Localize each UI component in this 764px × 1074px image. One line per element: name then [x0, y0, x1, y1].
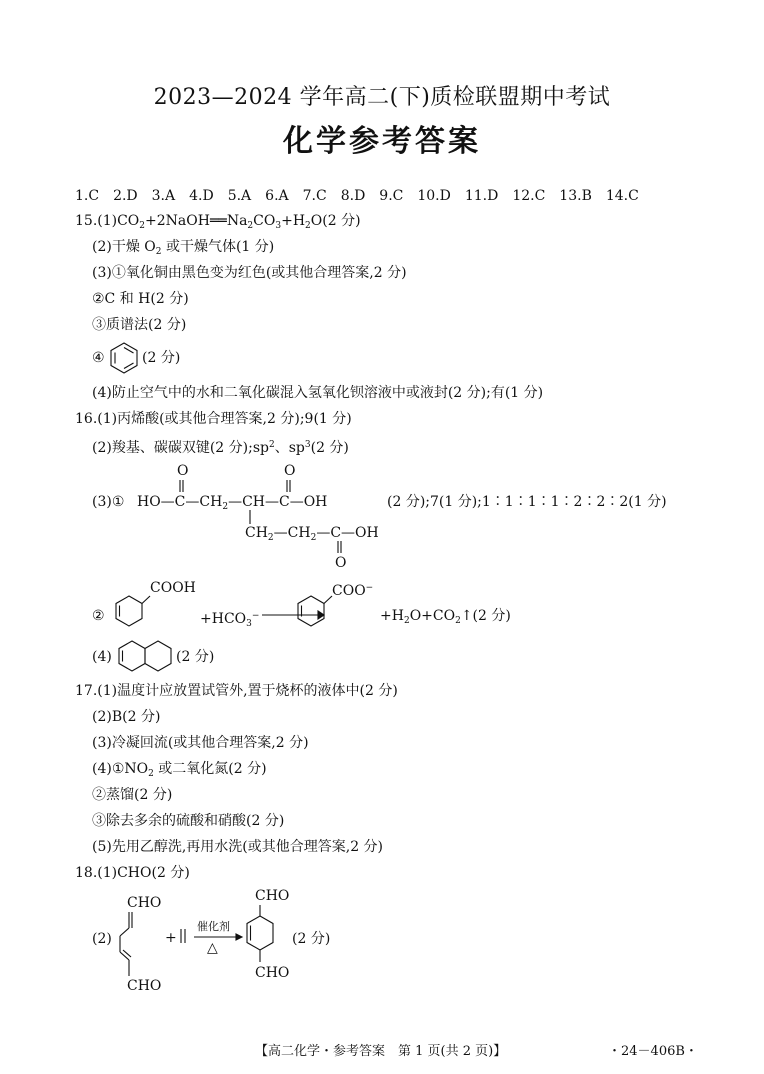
q16-part4-score: (2 分) [176, 649, 215, 665]
q17-p4-c: 或二氧化氮(2 分) [153, 761, 267, 777]
q18-part1: 18.(1)CHO(2 分) [75, 865, 190, 881]
q15-p1-b4: 3 [275, 221, 282, 231]
prod-c: O+CO [409, 608, 456, 624]
q17-part4-3: ③除去多余的硫酸和硝酸(2 分) [92, 813, 285, 829]
q15-p1-d: O(2 分) [310, 213, 361, 229]
prod-d: 2 [455, 616, 461, 626]
q16-p2-c: 、sp [274, 440, 305, 456]
q15-part1 [75, 212, 361, 235]
coo-text: COO [332, 583, 366, 599]
reactant-hco3 [200, 608, 259, 632]
struct-o2: O [284, 463, 296, 479]
footer-left: 【高二化学・参考答案 第 1 页(共 2 页)】 [255, 1044, 507, 1059]
cyclohexene-acid-icon [104, 592, 154, 632]
diene-cho-bottom: CHO [127, 978, 162, 994]
struct-branch-d: 2 [310, 533, 317, 543]
q17-part3: (3)冷凝回流(或其他合理答案,2 分) [92, 735, 309, 751]
q17-part2: (2)B(2 分) [92, 709, 161, 725]
struct-main-chain [137, 494, 327, 515]
branch-bond-icon [245, 510, 255, 526]
q15-p1-mid: +2NaOH [145, 213, 210, 229]
reactant-cooh: COOH [150, 580, 196, 596]
q17-p4-a: (4)①NO [92, 761, 149, 777]
hco-sup: − [251, 611, 260, 621]
plus-sign: + [165, 930, 177, 946]
q15-p2-a: (2)干燥 O [92, 239, 156, 255]
struct-o3: O [335, 555, 347, 571]
product-cho-bottom: CHO [255, 965, 290, 981]
q16-p2-b: 2 [268, 440, 275, 450]
struct-main-sub: 2 [222, 502, 229, 512]
q18-part2-score: (2 分) [292, 931, 331, 947]
product-coo [332, 580, 373, 599]
q16-part3-score: (2 分);7(1 分);1∶1∶1∶1∶2∶2∶2(1 分) [387, 494, 667, 510]
q17-part5: (5)先用乙醇洗,再用水洗(或其他合理答案,2 分) [92, 839, 384, 855]
q17-part4 [92, 760, 267, 783]
diene-cho-top: CHO [127, 895, 162, 911]
struct-branch [245, 525, 379, 546]
catalyst-label: 催化剂 [197, 920, 230, 933]
footer-right: ・24－406B・ [608, 1044, 698, 1059]
q15-part3-2: ②C 和 H(2 分) [92, 291, 189, 307]
q16-p2-e: (2 分) [310, 440, 349, 456]
q16-part2 [92, 436, 349, 457]
q15-p1-sub1: 2 [139, 221, 146, 231]
q15-p1-b2: 2 [247, 221, 254, 231]
ethylene-double-bond-icon [178, 928, 188, 944]
mc-answers: 1.C 2.D 3.A 4.D 5.A 6.A 7.C 8.D 9.C 10.D 11.D 12.C 13.B 14.C [75, 188, 639, 204]
q17-part4-2: ②蒸馏(2 分) [92, 787, 173, 803]
q15-part3-1: (3)①氧化铜由黑色变为红色(或其他合理答案,2 分) [92, 265, 407, 281]
q17-p4-b: 2 [148, 769, 154, 779]
struct-branch-a: CH [245, 525, 268, 541]
heat-symbol: △ [207, 940, 218, 956]
q16-part3-2-label: ② [92, 608, 105, 624]
coo-sup: − [365, 583, 374, 593]
q16-part4-label: (4) [92, 649, 112, 665]
struct-branch-c: —CH [273, 525, 311, 541]
hco-sub: 3 [246, 619, 252, 629]
q15-p2-c: 或干燥气体(1 分) [161, 239, 275, 255]
bicyclic-structure-icon [116, 638, 178, 676]
struct-branch-b: 2 [267, 533, 274, 543]
branch-carbonyl-icon [333, 541, 345, 555]
q15-p2-b: 2 [155, 247, 162, 257]
cyclohexadiene-dialdehyde-icon [242, 904, 286, 968]
dialdehyde-diene-icon [112, 910, 142, 978]
page-subtitle: 化学参考答案 [283, 124, 481, 159]
cyclohexene-carboxylate-icon [286, 592, 336, 632]
q16-part1: 16.(1)丙烯酸(或其他合理答案,2 分);9(1 分) [75, 411, 352, 427]
q18-part2-label: (2) [92, 931, 112, 947]
products-water-co2 [380, 608, 511, 629]
q16-part3-label: (3)① [92, 494, 125, 510]
q15-p1-eq: ══ [209, 213, 227, 229]
product-cho-top: CHO [255, 888, 290, 904]
prod-b: 2 [403, 616, 410, 626]
prod-a: +H [380, 608, 404, 624]
q15-p1-c2: 2 [305, 221, 311, 231]
struct-o1: O [177, 463, 189, 479]
q15-part3-3: ③质谱法(2 分) [92, 317, 187, 333]
q15-p1-b: Na [226, 213, 248, 229]
prod-e: ↑(2 分) [460, 608, 511, 624]
q15-part4: (4)防止空气中的水和二氧化碳混入氢氧化钡溶液中或液封(2 分);有(1 分) [92, 385, 544, 401]
q16-p2-d: 3 [304, 440, 311, 450]
q17-part1: 17.(1)温度计应放置试管外,置于烧杯的液体中(2 分) [75, 683, 398, 699]
q15-part3-4-num: ④ [92, 350, 105, 366]
plus-hco: +HCO [200, 611, 247, 627]
struct-main-b: —CH—C—OH [228, 494, 328, 510]
struct-branch-e: —C—OH [316, 525, 379, 541]
q15-p1-b3: CO [253, 213, 276, 229]
benzene-ring-icon [107, 341, 141, 375]
q15-part3-4-score: (2 分) [142, 350, 181, 366]
q15-p1-c: +H [281, 213, 306, 229]
struct-main-a: HO—C—CH [137, 494, 223, 510]
q15-p1-prefix: 15.(1)CO [75, 213, 140, 229]
plus-ethylene [165, 930, 177, 946]
q16-p2-a: (2)羧基、碳碳双键(2 分);sp [92, 440, 269, 456]
q15-part2 [92, 238, 274, 261]
page-title: 2023—2024 学年高二(下)质检联盟期中考试 [153, 85, 611, 110]
